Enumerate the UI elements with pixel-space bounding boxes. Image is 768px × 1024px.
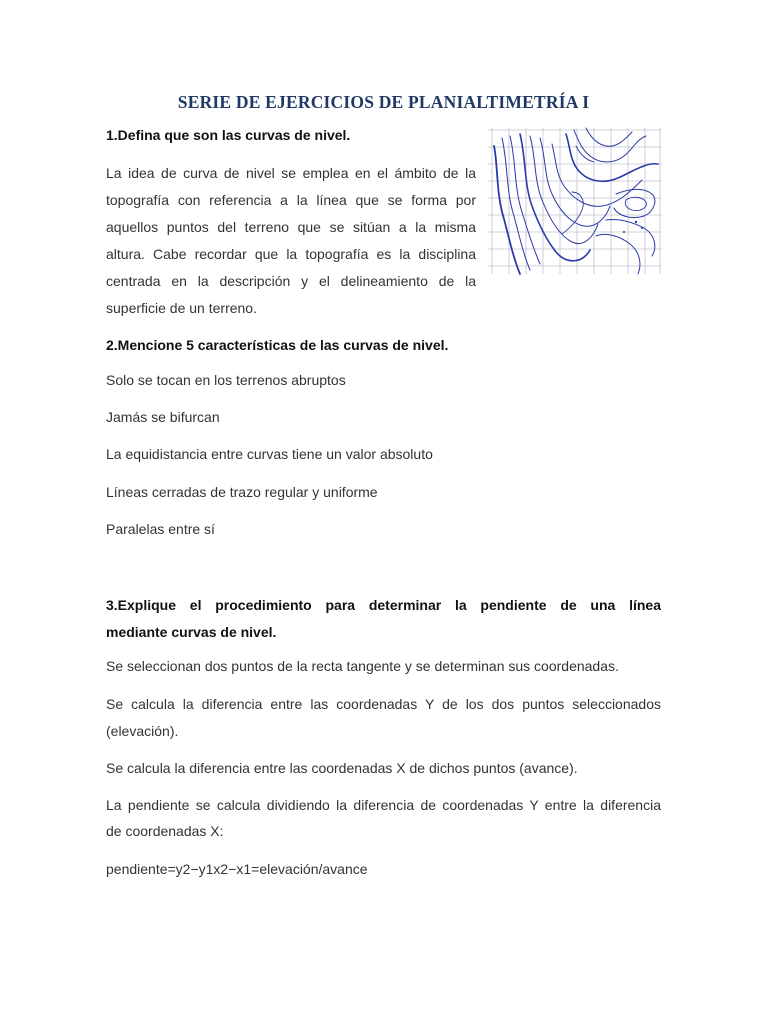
question-2-heading: 2.Mencione 5 características de las curvas de nivel.	[106, 337, 449, 353]
procedure-step-2-line-2: (elevación).	[106, 723, 179, 739]
characteristic-item: Paralelas entre sí	[106, 521, 215, 537]
question-3-heading-line-2: mediante curvas de nivel.	[106, 624, 277, 640]
characteristic-item: Líneas cerradas de trazo regular y uniforme	[106, 484, 378, 500]
characteristic-item: Solo se tocan en los terrenos abruptos	[106, 372, 346, 388]
question-1-line: superficie de un terreno.	[106, 300, 257, 316]
question-1-line: aquellos puntos del terreno que se sitúan a la misma	[106, 219, 476, 235]
question-1-line: topografía con referencia a la línea que se forma por	[106, 192, 476, 208]
question-1-line: La idea de curva de nivel se emplea en el ámbito de la	[106, 165, 476, 181]
characteristic-item: Jamás se bifurcan	[106, 409, 220, 425]
contour-map-icon	[486, 124, 662, 277]
question-1-line: centrada en la descripción y el delineamiento de la	[106, 273, 476, 289]
procedure-step-2-line-1: Se calcula la diferencia entre las coordenadas Y de los dos puntos seleccionados	[106, 696, 661, 712]
procedure-step-4-line-1: La pendiente se calcula dividiendo la diferencia de coordenadas Y entre la diferencia	[106, 797, 661, 813]
page-title: SERIE DE EJERCICIOS DE PLANIALTIMETRÍA I	[177, 92, 590, 112]
question-3-heading-line-1: 3.Explique el procedimiento para determinar la pendiente de una línea	[106, 597, 661, 613]
slope-formula: pendiente=y2−y1x2−x1=elevación/avance	[106, 861, 368, 877]
procedure-step-1: Se seleccionan dos puntos de la recta tangente y se determinan sus coordenadas.	[106, 658, 619, 674]
procedure-step-3: Se calcula la diferencia entre las coordenadas X de dichos puntos (avance).	[106, 760, 578, 776]
procedure-step-4-line-2: de coordenadas X:	[106, 823, 224, 839]
question-1-heading: 1.Defina que son las curvas de nivel.	[106, 127, 351, 143]
characteristic-item: La equidistancia entre curvas tiene un valor absoluto	[106, 446, 433, 462]
question-1-line: altura. Cabe recordar que la topografía es la disciplina	[106, 246, 476, 262]
